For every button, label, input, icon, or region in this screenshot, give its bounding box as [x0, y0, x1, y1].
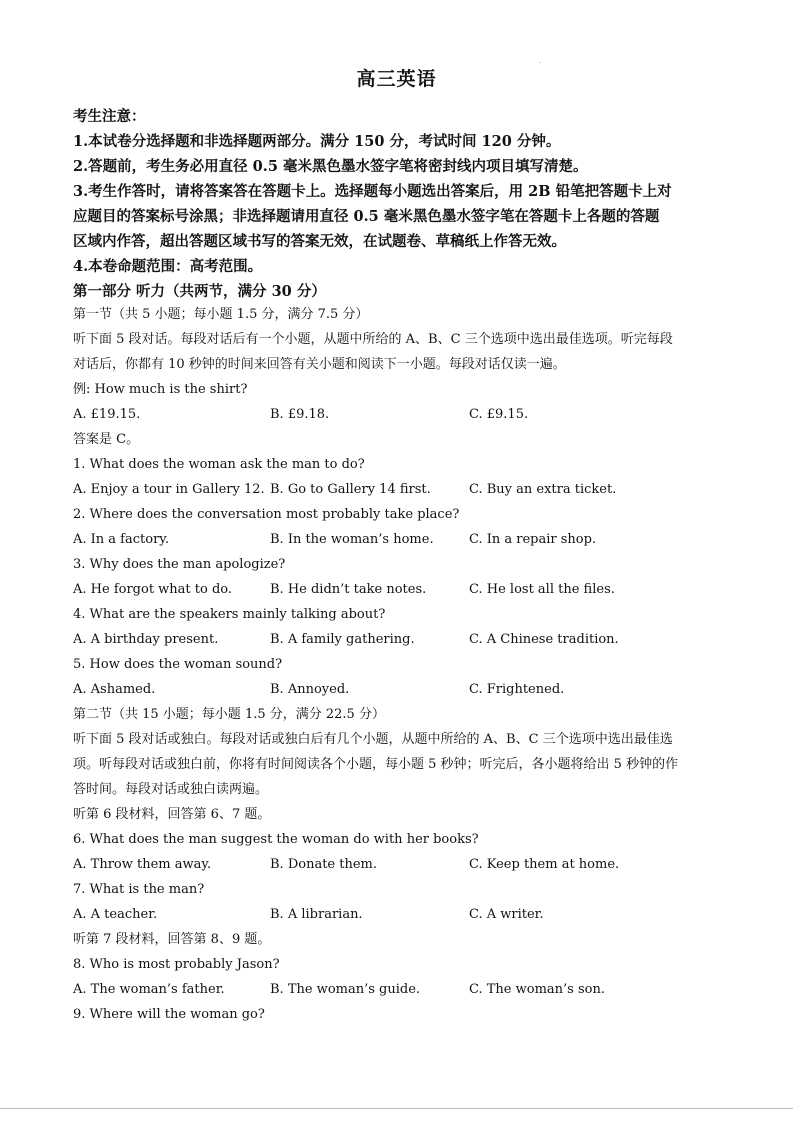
- material-6-heading: 听第 6 段材料，回答第 6、7 题。: [73, 807, 271, 822]
- notice-item-3: 3.考生作答时，请将答案答在答题卡上。选择题每小题选出答案后，用 2B 铅笔把答题卡上对: [73, 183, 672, 200]
- example-option-a: A. £19.15.: [73, 407, 141, 422]
- notice-item-3-cont: 应题目的答案标号涂黑；非选择题请用直径 0.5 毫米黑色墨水签字笔在答题卡上各题的答题: [73, 208, 660, 225]
- q4-option-a: A. A birthday present.: [73, 632, 219, 647]
- q5-option-c: C. Frightened.: [469, 682, 565, 697]
- q4-option-b: B. A family gathering.: [270, 632, 415, 647]
- q1-option-c: C. Buy an extra ticket.: [469, 482, 617, 497]
- q3-option-a: A. He forgot what to do.: [73, 582, 233, 597]
- question-6: 6. What does the man suggest the woman do with her books?: [73, 832, 479, 847]
- q8-option-c: C. The woman’s son.: [469, 982, 605, 997]
- question-5: 5. How does the woman sound?: [73, 657, 283, 672]
- q2-option-a: A. In a factory.: [73, 532, 170, 547]
- q3-option-c: C. He lost all the files.: [469, 582, 615, 597]
- q6-option-a: A. Throw them away.: [73, 857, 212, 872]
- question-8: 8. Who is most probably Jason?: [73, 957, 280, 972]
- q7-option-c: C. A writer.: [469, 907, 544, 922]
- notice-item-3-cont2: 区域内作答，超出答题区域书写的答案无效，在试题卷、草稿纸上作答无效。: [73, 233, 566, 250]
- page-title: 高三英语: [356, 68, 437, 90]
- section1-instructions-1: 听下面 5 段对话。每段对话后有一个小题，从题中所给的 A、B、C 三个选项中选出最佳选项。听完每段: [73, 332, 673, 347]
- notice-item-1: 1.本试卷分选择题和非选择题两部分。满分 150 分，考试时间 120 分钟。: [73, 133, 561, 150]
- q8-option-b: B. The woman’s guide.: [270, 982, 421, 997]
- q7-option-a: A. A teacher.: [73, 907, 158, 922]
- q8-option-a: A. The woman’s father.: [73, 982, 225, 997]
- notice-item-4: 4.本卷命题范围：高考范围。: [73, 258, 263, 275]
- q1-option-a: A. Enjoy a tour in Gallery 12.: [73, 482, 265, 497]
- question-1: 1. What does the woman ask the man to do?: [73, 457, 365, 472]
- q2-option-b: B. In the woman’s home.: [270, 532, 434, 547]
- section2-instructions-3: 答时间。每段对话或独白读两遍。: [73, 782, 269, 797]
- example-question: 例: How much is the shirt?: [73, 382, 248, 397]
- q1-option-b: B. Go to Gallery 14 first.: [270, 482, 431, 497]
- q6-option-b: B. Donate them.: [270, 857, 377, 872]
- section2-heading: 第二节（共 15 小题；每小题 1.5 分，满分 22.5 分）: [73, 707, 385, 722]
- part1-heading: 第一部分 听力（共两节，满分 30 分）: [73, 283, 326, 300]
- section1-instructions-2: 对话后，你都有 10 秒钟的时间来回答有关小题和阅读下一小题。每段对话仅读一遍。: [73, 357, 566, 372]
- question-2: 2. Where does the conversation most probably take place?: [73, 507, 460, 522]
- section2-instructions-2: 项。听每段对话或独白前，你将有时间阅读各个小题，每小题 5 秒钟；听完后，各小题将给出 5 秒钟的作: [73, 757, 679, 772]
- section2-instructions-1: 听下面 5 段对话或独白。每段对话或独白后有几个小题，从题中所给的 A、B、C 三个选项中选出最佳选: [73, 732, 673, 747]
- q6-option-c: C. Keep them at home.: [469, 857, 620, 872]
- q4-option-c: C. A Chinese tradition.: [469, 632, 619, 647]
- q5-option-a: A. Ashamed.: [73, 682, 156, 697]
- question-9: 9. Where will the woman go?: [73, 1007, 265, 1022]
- page-mark: ·: [539, 60, 541, 67]
- notice-item-2: 2.答题前，考生务必用直径 0.5 毫米黑色墨水签字笔将密封线内项目填写清楚。: [73, 158, 588, 175]
- question-4: 4. What are the speakers mainly talking about?: [73, 607, 386, 622]
- example-option-c: C. £9.15.: [469, 407, 529, 422]
- q5-option-b: B. Annoyed.: [270, 682, 350, 697]
- q7-option-b: B. A librarian.: [270, 907, 363, 922]
- material-7-heading: 听第 7 段材料，回答第 8、9 题。: [73, 932, 271, 947]
- question-3: 3. Why does the man apologize?: [73, 557, 286, 572]
- example-answer: 答案是 C。: [73, 432, 140, 447]
- notice-heading: 考生注意：: [73, 108, 146, 125]
- section1-heading: 第一节（共 5 小题；每小题 1.5 分，满分 7.5 分）: [73, 307, 369, 322]
- question-7: 7. What is the man?: [73, 882, 205, 897]
- example-option-b: B. £9.18.: [270, 407, 330, 422]
- q2-option-c: C. In a repair shop.: [469, 532, 597, 547]
- page-bottom-divider: [0, 1108, 793, 1109]
- q3-option-b: B. He didn’t take notes.: [270, 582, 427, 597]
